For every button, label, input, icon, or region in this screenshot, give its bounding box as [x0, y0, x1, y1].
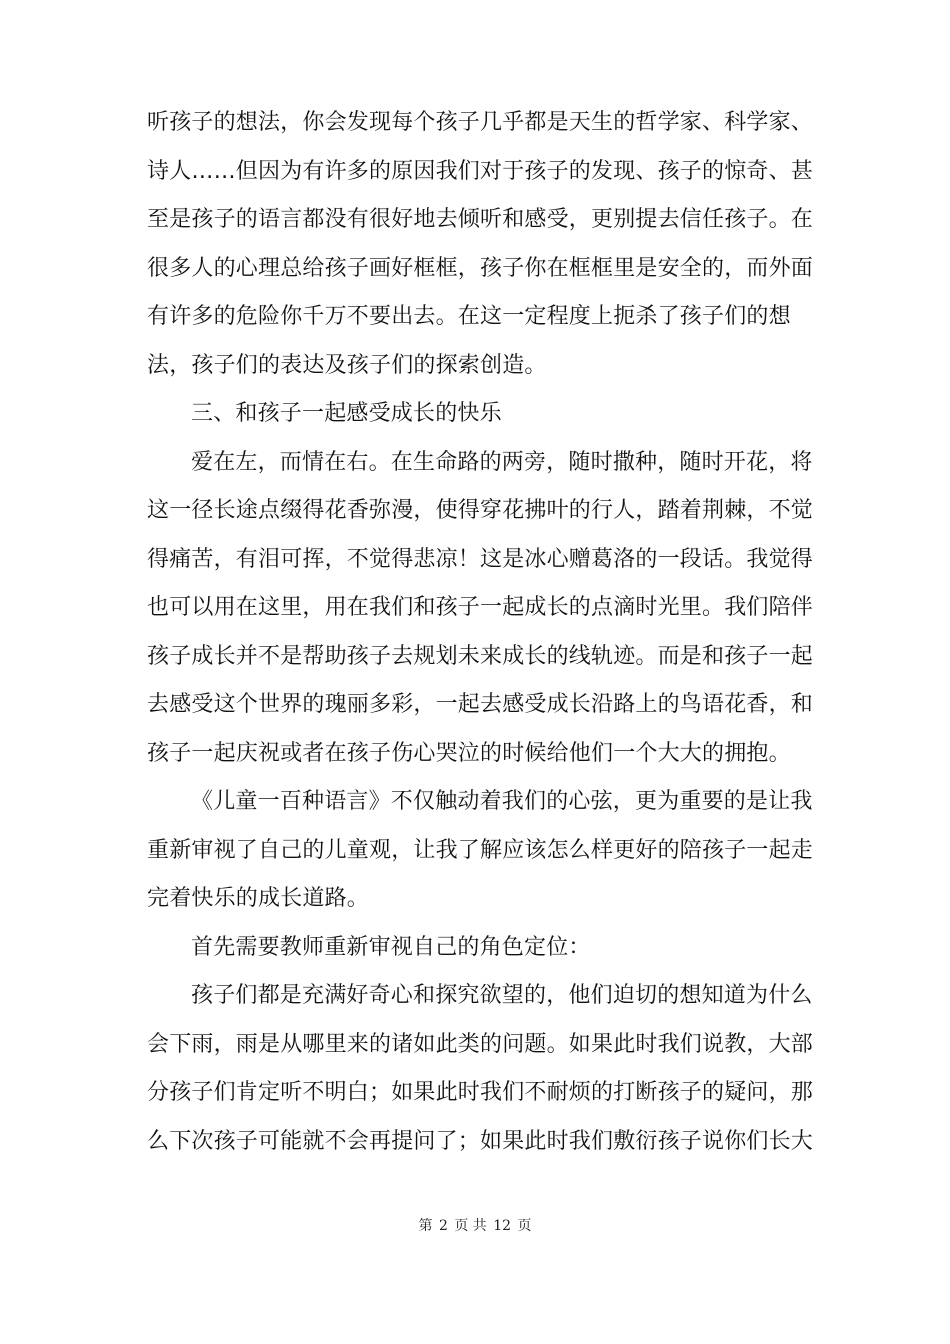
text-line: 爱在左，而情在右。在生命路的两旁，随时撒种，随时开花，将 — [191, 449, 813, 475]
text-line: 分孩子们肯定听不明白；如果此时我们不耐烦的打断孩子的疑问，那 — [147, 1080, 814, 1105]
text-line: 法，孩子们的表达及孩子们的探索创造。 — [147, 352, 547, 378]
text-line: 听孩子的想法，你会发现每个孩子几乎都是天生的哲学家、科学家、 — [147, 110, 814, 135]
footer-middle: 页 共 — [454, 1218, 487, 1234]
text-line: 孩子们都是充满好奇心和探究欲望的，他们迫切的想知道为什么 — [191, 983, 813, 1008]
text-line: 么下次孩子可能就不会再提问了；如果此时我们敷衍孩子说你们长大 — [147, 1128, 814, 1154]
text-line: 孩子一起庆祝或者在孩子伤心哭泣的时候给他们一个大大的拥抱。 — [147, 740, 791, 766]
text-line: 首先需要教师重新审视自己的角色定位： — [191, 934, 591, 960]
text-line: 去感受这个世界的瑰丽多彩，一起去感受成长沿路上的鸟语花香，和 — [147, 692, 814, 717]
text-line: 《儿童一百种语言》不仅触动着我们的心弦，更为重要的是让我 — [191, 789, 813, 814]
text-line: 孩子成长并不是帮助孩子去规划未来成长的线轨迹。而是和孩子一起 — [147, 643, 814, 669]
footer-suffix: 页 — [517, 1218, 532, 1234]
text-line: 至是孩子的语言都没有很好地去倾听和感受，更别提去信任孩子。在 — [147, 207, 814, 232]
page-footer — [0, 1215, 950, 1235]
text-line: 完着快乐的成长道路。 — [147, 886, 370, 911]
footer-total-pages: 12 — [493, 1218, 512, 1234]
footer-prefix: 第 — [418, 1218, 433, 1234]
body-text — [147, 99, 814, 1166]
text-line: 诗人……但因为有许多的原因我们对于孩子的发现、孩子的惊奇、甚 — [147, 158, 814, 184]
text-line: 也可以用在这里，用在我们和孩子一起成长的点滴时光里。我们陪伴 — [147, 595, 814, 620]
text-line: 这一径长途点缀得花香弥漫，使得穿花拂叶的行人，踏着荆棘，不觉 — [147, 498, 814, 523]
text-line: 得痛苦，有泪可挥，不觉得悲凉！这是冰心赠葛洛的一段话。我觉得 — [147, 546, 814, 572]
text-line: 会下雨，雨是从哪里来的诸如此类的问题。如果此时我们说教，大部 — [147, 1031, 814, 1057]
text-line: 有许多的危险你千万不要出去。在这一定程度上扼杀了孩子们的想 — [147, 304, 791, 329]
text-line: 重新审视了自己的儿童观，让我了解应该怎么样更好的陪孩子一起走 — [147, 837, 814, 863]
text-line: 三、和孩子一起感受成长的快乐 — [191, 401, 502, 426]
text-line: 很多人的心理总给孩子画好框框，孩子你在框框里是安全的，而外面 — [147, 255, 814, 281]
footer-page-number: 2 — [438, 1218, 448, 1234]
